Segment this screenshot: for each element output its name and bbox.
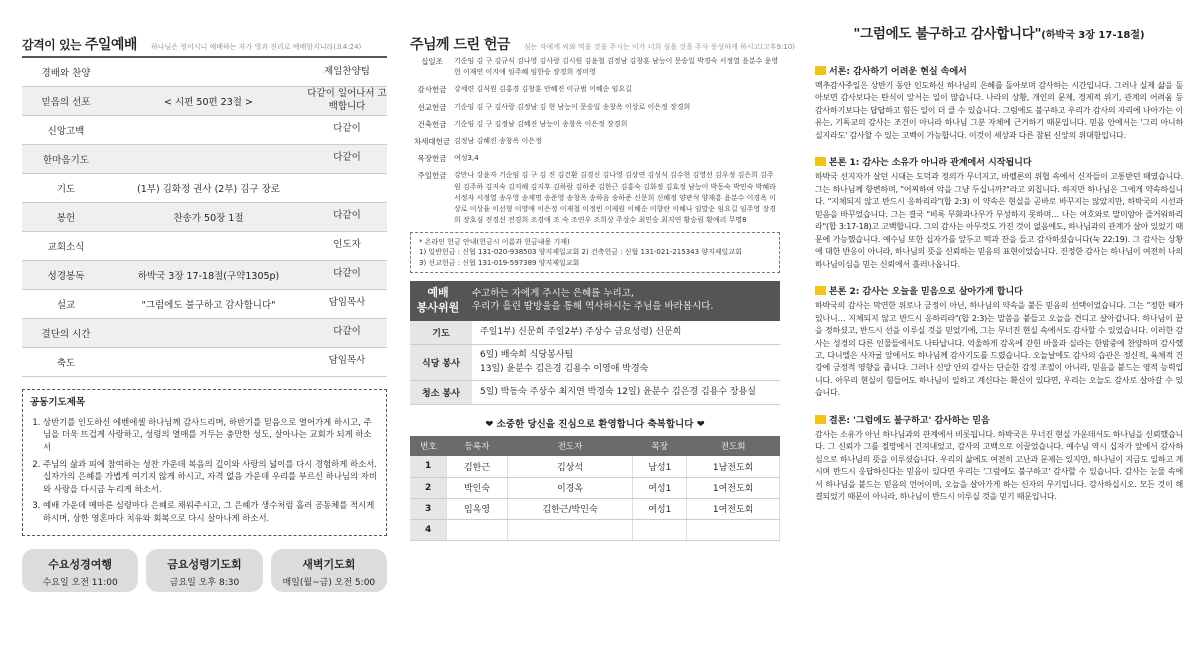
worship-content: 찬송가 50장 1절 bbox=[110, 202, 307, 231]
sermon-column bbox=[815, 0, 1183, 645]
offering-row bbox=[410, 102, 780, 113]
worship-leader: 다같이 bbox=[307, 260, 387, 289]
worship-content bbox=[110, 231, 307, 260]
visitor-number: 2 bbox=[410, 477, 447, 498]
offering-label: 차세대헌금 bbox=[413, 136, 451, 146]
visitor-cell: 박인숙 bbox=[447, 477, 508, 498]
offering-row bbox=[410, 119, 780, 130]
worship-item: 성경봉독 bbox=[22, 260, 110, 289]
offering-list bbox=[410, 56, 780, 226]
worship-title: 감격이 있는 주일예배 bbox=[22, 37, 137, 53]
offering-names: 김정남 김혜진 송창옥 이은정 bbox=[454, 136, 542, 145]
offering-names: 기순임 김 구 김규식 김나영 김사랑 김시원 김윤철 김정남 김창훈 남능이 문승일 박경숙 서정열 윤분수 윤영헌 이재연 이지애 임주혜 임한승 장경희 정미영 bbox=[454, 57, 779, 77]
section-heading bbox=[815, 413, 1183, 426]
prayer-item: 2. 주님의 삶과 피에 참여하는 성찬 가운데 복음의 깊이와 사랑의 넓이를 다시 경험하게 하소서. 십자가의 은혜를 가볍게 여기지 않게 하시고, 자격 없음 가운데 우리를 부르신 하나님의 자비와 사랑을 다시금 누리게 하소서. bbox=[43, 458, 379, 496]
service-line: 6일) 배숙희 식당봉사팀 bbox=[480, 350, 574, 361]
worship-row bbox=[22, 289, 387, 318]
service-type: 청소 봉사 bbox=[410, 381, 472, 405]
meeting-time: 금요일 오후 8:30 bbox=[169, 577, 240, 588]
service-row bbox=[410, 381, 780, 405]
visitor-header: 번호 bbox=[410, 436, 447, 456]
worship-content bbox=[110, 115, 307, 144]
visitor-row bbox=[410, 456, 780, 477]
offering-label: 감사헌금 bbox=[417, 85, 447, 95]
worship-row bbox=[22, 318, 387, 347]
meeting-name: 새벽기도회 bbox=[302, 557, 356, 571]
visitor-cell: 1여전도회 bbox=[687, 498, 780, 519]
prayer-title: 공동기도제목 bbox=[30, 396, 86, 408]
section-heading bbox=[815, 155, 1183, 168]
worship-row bbox=[22, 115, 387, 144]
worship-item: 축도 bbox=[22, 347, 110, 376]
service-type: 식당 봉사 bbox=[410, 345, 472, 381]
section-heading-text: 본론 2: 감사는 오늘을 믿음으로 살아가게 합니다 bbox=[829, 287, 1023, 298]
offering-label: 십일조 bbox=[421, 57, 443, 66]
worship-row bbox=[22, 231, 387, 260]
section-body: 하박국의 감사는 막연한 위로나 긍정이 아닌, 하나님의 약속을 붙든 믿음의 선택이었습니다. 그는 "정한 때가 있나니… 지체되지 않고 반드시 응하리라"(합 2:3)는 말씀을 붙들고 오늘을 견디고 살아갑니다. 하나님이 끝을 정하셨고, 반드시 선을 이루실 것을 믿었기에, 그는 무너진 현실 속에서도 감사할 수 있었습니다. 이러한 감사는 성경의 다른 인물들에서도 나타납니다. 억울하게 감옥에 갇힌 바울과 실라는 한밤중에 찬양하며 감사했고, 다니엘은 사자굴 앞에서도 하나님께 감사기도를 드렸습니다. 오늘날에도 감사의 습관은 정신적, 육체적 건강에 긍정적 영향을 줍니다. 그러나 신앙 안의 감사는 단순한 감정 조절이 아니라, 믿음을 붙드는 영적 능력입니다. 아무리 현실이 힘들어도 하나님이 일하고 계신다는 확신이 있다면, 우리는 오늘도 감사로 살아갈 수 있습니다. bbox=[815, 301, 1183, 398]
visitor-cell: 1여전도회 bbox=[687, 477, 780, 498]
section-heading-text: 서론: 감사하기 어려운 현실 속에서 bbox=[829, 67, 967, 77]
meeting-name: 금요성령기도회 bbox=[167, 557, 242, 571]
worship-content: 하박국 3장 17-18절(구약1305p) bbox=[110, 260, 307, 289]
worship-order-column bbox=[22, 0, 387, 645]
worship-content: < 시편 50편 23절 > bbox=[110, 86, 307, 115]
offering-row bbox=[410, 84, 780, 95]
worship-row bbox=[22, 173, 387, 202]
worship-leader: 다같이 bbox=[307, 115, 387, 144]
service-table bbox=[410, 321, 780, 406]
visitor-cell: 여성1 bbox=[633, 477, 687, 498]
visitor-number: 4 bbox=[410, 519, 447, 540]
visitor-header: 전도회 bbox=[687, 436, 780, 456]
worship-row bbox=[22, 57, 387, 86]
common-prayer-box bbox=[22, 389, 387, 536]
worship-content bbox=[110, 144, 307, 173]
visitor-number: 3 bbox=[410, 498, 447, 519]
visitor-cell: 김한근/박인숙 bbox=[507, 498, 633, 519]
worship-item: 설교 bbox=[22, 289, 110, 318]
online-info-line: * 온라인 헌금 안내(헌금시 이름과 헌금내용 기재) bbox=[419, 238, 570, 247]
visitor-cell bbox=[633, 519, 687, 540]
section-marker-icon bbox=[815, 415, 826, 424]
prayer-item: 1. 상반기를 인도하신 에벤에셀 하나님께 감사드리며, 하반기를 믿음으로 열어가게 하시고, 주님을 더욱 뜨겁게 사랑하고, 성령의 열매를 거두는 충만한 성도, 살아나는 교회가 되게 하소서 bbox=[43, 416, 379, 454]
service-row bbox=[410, 345, 780, 381]
worship-leader: 인도자 bbox=[307, 231, 387, 260]
online-offering-info bbox=[410, 232, 780, 272]
visitor-cell: 김상석 bbox=[507, 456, 633, 477]
meeting-badge bbox=[146, 549, 262, 592]
offering-label: 목장헌금 bbox=[417, 154, 447, 164]
online-info-line: 1) 일반헌금 : 신협 131-020-938503 양지제일교회 2) 건축헌금 : 신협 131-021-215343 양지제일교회 bbox=[419, 248, 742, 257]
offering-row bbox=[410, 153, 780, 164]
worship-header bbox=[22, 0, 387, 56]
service-line: 5일) 박동숙 주상수 최지연 박경숙 12일) 윤분수 김은경 김용수 장용실 bbox=[480, 386, 756, 397]
visitor-header: 목장 bbox=[633, 436, 687, 456]
worship-leader: 다같이 bbox=[307, 318, 387, 347]
visitor-number: 1 bbox=[410, 456, 447, 477]
service-message: 수고하는 자에게 주시는 은혜를 누리고, 우리가 흘린 땀방울을 통해 역사하시는 주님을 바라봅시다. bbox=[472, 287, 714, 312]
offering-label: 선교헌금 bbox=[417, 102, 447, 112]
service-people bbox=[472, 345, 780, 381]
visitor-row bbox=[410, 477, 780, 498]
offering-row bbox=[410, 136, 780, 147]
worship-content bbox=[110, 318, 307, 347]
visitor-row bbox=[410, 498, 780, 519]
section-marker-icon bbox=[815, 157, 826, 166]
section-marker-icon bbox=[815, 66, 826, 75]
worship-item: 교회소식 bbox=[22, 231, 110, 260]
visitor-cell bbox=[447, 519, 508, 540]
service-people bbox=[472, 381, 780, 405]
worship-order-table bbox=[22, 56, 387, 377]
offering-column bbox=[410, 0, 795, 645]
sermon-sections bbox=[815, 64, 1183, 504]
offering-label: 주일헌금 bbox=[417, 171, 447, 181]
offering-names: 기순임 김 구 김정남 김혜진 남능이 송창옥 이은정 장경희 bbox=[454, 119, 628, 128]
section-heading bbox=[815, 284, 1183, 297]
meeting-time: 수요일 오전 11:00 bbox=[42, 577, 118, 588]
worship-item: 한마음기도 bbox=[22, 144, 110, 173]
welcome-banner: ❤ 소중한 당신을 진심으로 환영합니다 축복합니다 ❤ bbox=[485, 419, 705, 431]
worship-row bbox=[22, 86, 387, 115]
sermon-main-title: "그럼에도 불구하고 감사합니다" bbox=[853, 26, 1042, 42]
offering-label: 건축헌금 bbox=[417, 119, 447, 129]
visitor-cell: 1남전도회 bbox=[687, 456, 780, 477]
worship-item: 기도 bbox=[22, 173, 110, 202]
offering-subtitle: 심는 자에게 씨와 먹을 것을 주시는 이가 너희 심을 것을 주사 풍성하게 하시고(고후9:10) bbox=[523, 43, 795, 51]
worship-item: 봉헌 bbox=[22, 202, 110, 231]
worship-item: 신앙고백 bbox=[22, 115, 110, 144]
worship-leader: 다같이 bbox=[307, 144, 387, 173]
meeting-badges bbox=[22, 549, 387, 592]
worship-row bbox=[22, 260, 387, 289]
visitor-cell bbox=[687, 519, 780, 540]
offering-title: 주님께 드린 헌금 bbox=[410, 37, 510, 53]
service-line: 주일1부) 신문희 주일2부) 주상수 금요성령) 신문희 bbox=[480, 326, 682, 337]
section-heading-text: 본론 1: 감사는 소유가 아니라 관계에서 시작됩니다 bbox=[829, 158, 1032, 169]
meeting-name: 수요성경여행 bbox=[48, 557, 113, 571]
service-row bbox=[410, 321, 780, 345]
meeting-badge bbox=[22, 549, 138, 592]
worship-leader: 제일찬양팀 bbox=[307, 57, 387, 86]
visitor-cell: 이경옥 bbox=[507, 477, 633, 498]
section-body: 하박국 선지자가 살던 시대는 도덕과 정의가 무너지고, 바벨론의 위협 속에서 신자들이 고통받던 때였습니다. 그는 하나님께 항변하며, "어찌하여 악을 그냥 두십니까?"라고 외칩니다. 하지만 하나님은 그에게 약속하십니다. "지체되지 않고 반드시 응하리라"(합 2:3) 이 약속은 현실을 곧바로 바꾸지는 않았지만, 하박국의 시선과 믿음을 바꾸었습니다. 그는 결국 "비록 무화과나무가 무성하지 못하며… 나는 여호와로 말미암아 즐거워하리라"(합 3:17-18)고 고백합니다. 그의 감사는 아무것도 가진 것이 없음에도, 하나님과의 관계가 살아 있었기 때문에 가능했습니다. 예수님 또한 십자가를 앞두고 떡과 잔을 들고 감사하셨습니다(눅 22:19). 그 감사는 상황에 대한 반응이 아니라, 하나님의 뜻을 신뢰하는 믿음의 표현이었습니다. 진정한 감사는 하나님이 여전히 나의 하나님이심을 믿는 신뢰에서 흘러나옵니다. bbox=[815, 172, 1183, 269]
section-body: 감사는 소유가 아닌 하나님과의 관계에서 비롯됩니다. 하박국은 무너진 현실 가운데서도 하나님을 신뢰했습니다. 그 신뢰가 그를 절망에서 건져내었고, 감사의 고백으로 이끌었습니다. 예수님 역시 십자가 앞에서 감사하심으로 하나님의 뜻을 이루셨습니다. 우리의 삶에도 여전히 고난과 문제는 있지만, 하나님이 지금도 일하고 계시며 반드시 응답하신다는 믿음이 있다면 우리는 '그럼에도 불구하고' 감사할 수 있습니다. 감사는 눈물 속에서 하나님을 붙드는 믿음의 언어이며, 오늘을 살아가게 하는 신자의 무기입니다. 감사하십시오. 모든 것이 해결되었기 때문이 아니라, 하나님이 반드시 이루실 것을 믿기 때문입니다. bbox=[815, 429, 1183, 502]
visitor-header: 등록자 bbox=[447, 436, 508, 456]
online-info-line: 3) 선교헌금 : 신협 131-019-597389 양지제일교회 bbox=[419, 258, 580, 267]
worship-row bbox=[22, 202, 387, 231]
visitor-cell: 김한근 bbox=[447, 456, 508, 477]
worship-leader: 다같이 일어나서 고백합니다 bbox=[307, 86, 387, 115]
visitor-table bbox=[410, 436, 780, 541]
worship-leader bbox=[307, 173, 387, 202]
worship-row bbox=[22, 144, 387, 173]
worship-content: (1부) 김화정 권사 (2부) 김구 장로 bbox=[110, 173, 307, 202]
offering-names: 기순임 김 구 김사랑 김정남 김 현 남능이 문승일 송창옥 이상로 이은정 장경희 bbox=[454, 102, 691, 111]
section-marker-icon bbox=[815, 286, 826, 295]
offering-names: 강만나 강윤자 기순임 김 구 김 진 김건환 김경신 김나영 김상연 김성식 김수현 김영선 김우정 김은희 김주원 김주하 김지숙 김지혜 김지후 김하람 김하준 김한근 김홍숙 김화정 김효정 남능이 박동숙 박민숙 박혜라 서정자 서정열 송우영 송재명 송준영 송창옥 송하음 송하준 신문희 신혜정 양관석 양재흥 윤분수 이경옥 이상로 이상율 이선형 이영애 이은정 이재철 이정빈 이제원 이혜순 이향란 이혜나 임말순 임요길 임주영 장경희 장호심 전경선 전경희 조경애 조 숙 조연우 조희상 주상수 최민승 최지연 황승림 황예리 무명8 bbox=[454, 171, 776, 225]
visitor-header: 전도자 bbox=[507, 436, 633, 456]
offering-header bbox=[410, 0, 795, 56]
service-type: 기도 bbox=[410, 321, 472, 345]
meeting-time: 매일(월~금) 오전 5:00 bbox=[282, 577, 376, 588]
visitor-cell bbox=[507, 519, 633, 540]
worship-leader: 다같이 bbox=[307, 202, 387, 231]
worship-content: "그럼에도 불구하고 감사합니다" bbox=[110, 289, 307, 318]
visitor-row bbox=[410, 519, 780, 540]
sermon-section bbox=[815, 64, 1183, 142]
section-heading bbox=[815, 64, 1183, 77]
offering-row bbox=[410, 170, 780, 226]
offering-names: 여성3,4 bbox=[454, 154, 479, 163]
worship-content bbox=[110, 57, 307, 86]
offering-names: 강세련 김식원 김홍경 김창훈 안혜진 이규범 이혜순 임요길 bbox=[454, 85, 632, 94]
section-heading-text: 결론: '그럼에도 불구하고' 감사하는 믿음 bbox=[829, 415, 990, 426]
visitor-cell: 여성1 bbox=[633, 498, 687, 519]
sermon-section bbox=[815, 413, 1183, 504]
sermon-section bbox=[815, 155, 1183, 271]
worship-subtitle: 하나님은 영이시니 예배하는 자가 영과 진리로 예배할지니라(요4:24) bbox=[150, 43, 362, 51]
worship-item: 경배와 찬양 bbox=[22, 57, 110, 86]
sermon-title bbox=[815, 0, 1183, 64]
sermon-section bbox=[815, 284, 1183, 400]
worship-leader: 담임목사 bbox=[307, 289, 387, 318]
service-volunteers-header bbox=[410, 281, 780, 321]
service-people bbox=[472, 321, 780, 345]
sermon-reference: (하박국 3장 17-18절) bbox=[1041, 30, 1145, 41]
visitor-cell: 임옥영 bbox=[447, 498, 508, 519]
visitor-cell: 남성1 bbox=[633, 456, 687, 477]
worship-leader: 담임목사 bbox=[307, 347, 387, 376]
service-title: 예배 봉사위원 bbox=[416, 286, 460, 314]
meeting-badge bbox=[271, 549, 387, 592]
worship-item: 믿음의 선포 bbox=[22, 86, 110, 115]
section-body: 맥추감사주일은 상반기 동안 인도하신 하나님의 은혜를 돌아보며 감사하는 시간입니다. 그러나 실제 삶을 돌아보면 감사보다는 탄식이 앞서는 일이 많습니다. 나라의 상황, 개인의 문제, 경제적 위기, 관계의 어려움 등 감사하기보다는 답답하고 힘든 일이 더 클 수 있습니다. 그럼에도 불구하고 우리가 감사의 자리에 나아가는 이유는, 기독교의 감사는 조건이 아니라 하나님 그분 자체에 근거하기 때문입니다. 믿음 안에서는 '그리 아니하실지라도' 감사할 수 있는 고백이 가능합니다. 이것이 세상과 다른 참된 신앙의 위대함입니다. bbox=[815, 81, 1183, 140]
worship-content bbox=[110, 347, 307, 376]
prayer-list bbox=[30, 416, 379, 525]
worship-row bbox=[22, 347, 387, 376]
prayer-item: 3. 예배 가운데 메마른 심령마다 은혜로 채워주시고, 그 은혜가 생수처럼 흘러 공동체를 적시게 하시며, 상한 영혼마다 치유와 회복으로 다시 살아나게 하소서. bbox=[43, 499, 379, 524]
offering-row bbox=[410, 56, 780, 78]
service-line: 13일) 윤분수 김은경 김용수 이영애 박경숙 bbox=[480, 363, 649, 374]
worship-item: 결단의 시간 bbox=[22, 318, 110, 347]
